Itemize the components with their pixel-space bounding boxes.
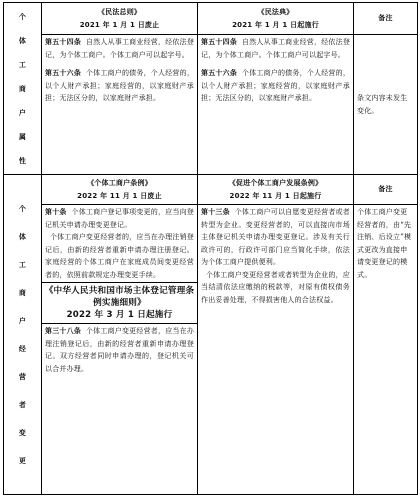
column-header-new-regulation xyxy=(198,175,354,205)
article-paragraph: 第十条 个体工商户登记事项变更的，应当向登记机关申请办理变更登记。 xyxy=(45,208,194,229)
row-label-attribute: 个 体 工 商 户 属 性 xyxy=(4,3,42,175)
law-date: 2021 年 1 月 1 日起施行 xyxy=(232,20,319,29)
old-regulation-text xyxy=(42,205,197,282)
row-label-operator-change: 个 体 工 商 户 经 营 者 变 更 xyxy=(4,175,42,495)
article-paragraph: 个体工商户变更经营者或者转型为企业的，应当结清依法应缴纳的税款等，对原有债权债务作出妥善处理，不得损害他人的合法权益。 xyxy=(201,270,351,304)
article-paragraph: 第五十四条 自然人从事工商业经营，经依法登记，为个体工商户。个体工商户可以起字号。 xyxy=(201,38,351,59)
table-header-row-1 xyxy=(4,3,418,35)
column-header-old-law xyxy=(42,3,198,35)
article-paragraph: 第五十六条 个体工商户的债务，个人经营的，以个人财产承担；家庭经营的，以家庭财产承担；无法区分的，以家庭财产承担。 xyxy=(45,69,195,102)
column-header-note: 备注 xyxy=(354,3,418,35)
article-paragraph: 第十三条 个体工商户可以自愿变更经营者或者转型为企业。变更经营者的，可以直接向市场主体登记机关申请办理变更登记。涉及有关行政许可的，行政许可部门应当简化手续，依法为个体工商户提供便利。 xyxy=(201,208,350,266)
law-title: 《中华人民共和国市场主体登记管理条例实施细则》 xyxy=(44,286,195,308)
note-text: 条文内容未发生变化。 xyxy=(354,35,418,175)
sub-regulation-header xyxy=(42,282,197,324)
law-title: 《民法总则》 xyxy=(97,8,142,16)
column-header-old-regulation xyxy=(42,175,198,205)
law-date: 2021 年 1 月 1 日废止 xyxy=(79,20,160,29)
article-paragraph: 第五十六条 个体工商户的债务，个人经营的，以个人财产承担；家庭经营的，以家庭财产承担；无法区分的，以家庭财产承担。 xyxy=(201,69,351,102)
table-row-operator-change xyxy=(4,205,418,495)
table-header-row-2 xyxy=(4,175,418,205)
new-regulation-text xyxy=(198,205,354,495)
law-date: 2022 年 11 月 1 日起施行 xyxy=(229,191,322,200)
column-header-note: 备注 xyxy=(354,175,418,205)
implementation-rules-text xyxy=(42,324,197,376)
article-paragraph: 个体工商户变更经营者的，应当在办理注销登记后，由新的经营者重新申请办理注册登记。家庭经营的个体工商户在家庭成员间变更经营者的，依照前款规定办理变更手续。 xyxy=(45,233,195,279)
law-title: 《民法典》 xyxy=(257,8,294,16)
law-title: 《个体工商户条例》 xyxy=(87,179,152,187)
column-header-new-law xyxy=(198,3,354,35)
article-paragraph: 第三十八条 个体工商户变更经营者，应当在办理注销登记后，由新的经营者重新申请办理登记。双方经营者同时申请办理的，登记机关可以合并办理。 xyxy=(45,327,195,373)
table-row-attribute xyxy=(4,35,418,175)
law-date: 2022 年 3 月 1 日起施行 xyxy=(66,310,173,320)
new-law-text xyxy=(198,35,354,175)
law-date: 2022 年 11 月 1 日废止 xyxy=(77,191,162,200)
note-text: 个体工商户变更经营者的，由“先注销、后设立”模式更改为直接申请变更登记的模式。 xyxy=(354,205,418,495)
old-law-text xyxy=(42,35,198,175)
article-paragraph: 第五十四条 自然人从事工商业经营，经依法登记，为个体工商户。个体工商户可以起字号。 xyxy=(45,38,195,59)
old-regulation-column xyxy=(42,205,198,495)
law-title: 《促进个体工商户发展条例》 xyxy=(228,179,323,187)
comparison-table xyxy=(3,2,418,495)
